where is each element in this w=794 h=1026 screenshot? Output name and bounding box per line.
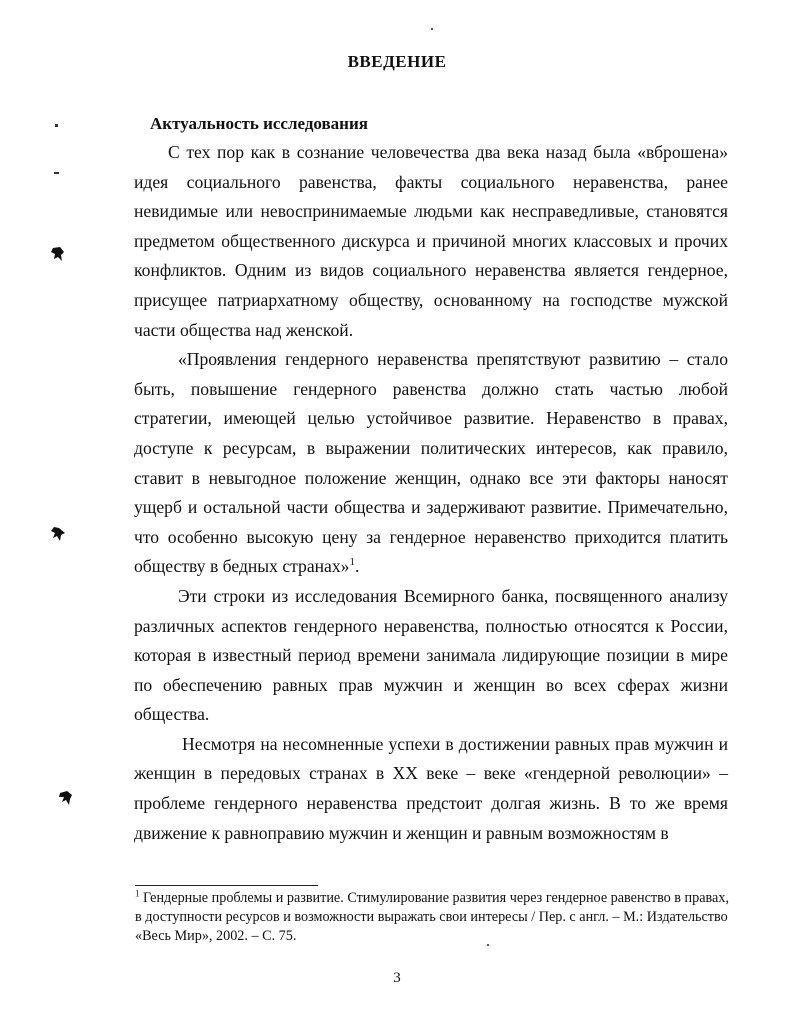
paragraph-1: С тех пор как в сознание человечества два века назад была «вброшена» идея социального равенства, факты социального неравенства, ранее невидимые или невоспринимаемые людьми как несправедливые, становятся предметом общественного дискурса и причиной многих классовых и прочих конфликтов. Одним из видов социального неравенства является гендерное, присущее патриархатному обществу, основанному на господстве мужской части общества над женской. (134, 142, 728, 340)
footnote (135, 889, 729, 946)
footnote-divider (135, 885, 318, 886)
scan-blot (50, 526, 66, 542)
scan-speck (54, 172, 59, 174)
footnote-marker: 1 (135, 888, 140, 899)
paragraph-3: Эти строки из исследования Всемирного банка, посвященного анализу различных аспектов гендерного неравенства, полностью относятся к России, которая в известный период времени занимала лидирующие позиции в мире по обеспечению равных прав мужчин и женщин во всех сферах жизни общества. (134, 585, 728, 725)
footnote-text: Гендерные проблемы и развитие. Стимулирование развития через гендерное равенство в правах, в доступности ресурсов и возможности выражать свои интересы / Пер. с англ. – М.: Издательство «Весь Мир», 2002. – С. 75. (135, 890, 729, 944)
paragraph-2-text: «Проявления гендерного неравенства препятствуют развитию – стало быть, повышение гендерного равенства должно стать частью любой стратегии, имеющей целью устойчивое развитие. Неравенство в правах, доступе к ресурсам, в выражении политических интересов, как правило, ставит в невыгодное положение женщин, однако все эти факторы наносят ущерб и остальной части общества и задерживают развитие. Примечательно, что особенно высокую цену за гендерное неравенство приходится платить обществу в бедных странах» (134, 349, 728, 577)
page-number: 3 (393, 970, 401, 986)
scan-speck (55, 124, 58, 127)
paragraph-2 (134, 345, 728, 582)
section-heading: Актуальность исследования (150, 114, 368, 133)
body-text (134, 138, 728, 848)
scan-blot (58, 790, 74, 806)
scan-speck (431, 28, 433, 30)
paragraph-2-tail: . (354, 556, 360, 577)
scan-blot (50, 246, 66, 262)
page-title: ВВЕДЕНИЕ (347, 52, 447, 71)
footnote-reference[interactable]: 1 (349, 556, 355, 569)
paragraph-4: Несмотря на несомненные успехи в достижении равных прав мужчин и женщин в передовых странах в XX веке – веке «гендерной революции» – проблеме гендерного неравенства предстоит долгая жизнь. В то же время движение к равноправию мужчин и женщин и равным возможностям в (134, 733, 728, 843)
